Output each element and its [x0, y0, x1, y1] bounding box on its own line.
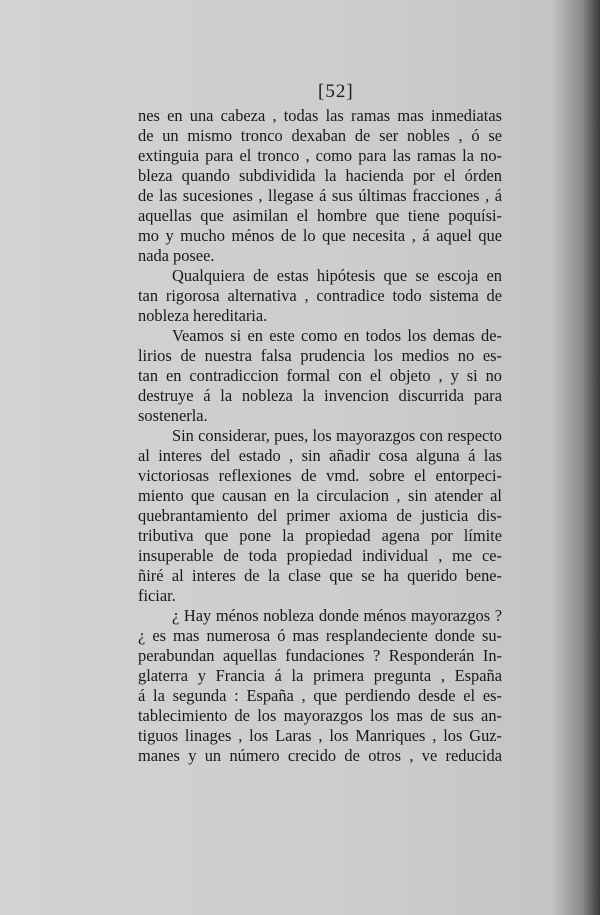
text-line: ¿ es mas numerosa ó mas resplandeciente donde su- [138, 626, 502, 645]
text-line: extinguia para el tronco , como para las ramas la no- [138, 146, 502, 165]
text-line: miento que causan en la circulacion , sin atender al [138, 486, 502, 505]
text-line: Veamos si en este como en todos los demas de- [172, 326, 502, 345]
text-line: tablecimiento de los mayorazgos los mas de sus an- [138, 706, 502, 725]
text-line: á la segunda : España , que perdiendo desde el es- [138, 686, 502, 705]
text-line: al interes del estado , sin añadir cosa alguna á las [138, 446, 502, 465]
page-number: [52] [318, 81, 354, 102]
text-line: tan en contradiccion formal con el objeto , y si no [138, 366, 502, 385]
body-text [138, 106, 502, 766]
text-line: bleza quando subdividida la hacienda por el órden [138, 166, 502, 185]
text-line: ficiar. [138, 586, 176, 605]
text-line: nes en una cabeza , todas las ramas mas inmediatas [138, 106, 502, 125]
text-line: tan rigorosa alternativa , contradice todo sistema de [138, 286, 502, 305]
text-line: tributiva que pone la propiedad agena por límite [138, 526, 502, 545]
text-line: quebrantamiento del primer axioma de justicia dis- [138, 506, 502, 525]
text-line: nobleza hereditaria. [138, 306, 268, 325]
text-line: nada posee. [138, 246, 215, 265]
text-line: manes y un número crecido de otros , ve reducida [138, 746, 502, 765]
text-line: destruye á la nobleza la invencion discurrida para [138, 386, 502, 405]
text-line: tiguos linages , los Laras , los Manriques , los Guz- [138, 726, 502, 745]
text-line: perabundan aquellas fundaciones ? Responderán In- [138, 646, 502, 665]
text-line: mo y mucho ménos de lo que necesita , á aquel que [138, 226, 502, 245]
text-line: victoriosas reflexiones de vmd. sobre el entorpeci- [138, 466, 502, 485]
text-line: Sin considerar, pues, los mayorazgos con respecto [172, 426, 502, 445]
text-line: aquellas que asimilan el hombre que tiene poquísi- [138, 206, 502, 225]
text-line: ¿ Hay ménos nobleza donde ménos mayorazgos ? [172, 606, 502, 625]
text-line: lirios de nuestra falsa prudencia los medios no es- [138, 346, 502, 365]
text-line: de un mismo tronco dexaban de ser nobles , ó se [138, 126, 502, 145]
text-line: sostenerla. [138, 406, 208, 425]
text-line: glaterra y Francia á la primera pregunta , España [138, 666, 502, 685]
text-line: ñiré al interes de la clase que se ha querido bene- [138, 566, 502, 585]
text-line: Qualquiera de estas hipótesis que se escoja en [172, 266, 502, 285]
text-line: insuperable de toda propiedad individual , me ce- [138, 546, 502, 565]
text-line: de las sucesiones , llegase á sus últimas fracciones , á [138, 186, 502, 205]
